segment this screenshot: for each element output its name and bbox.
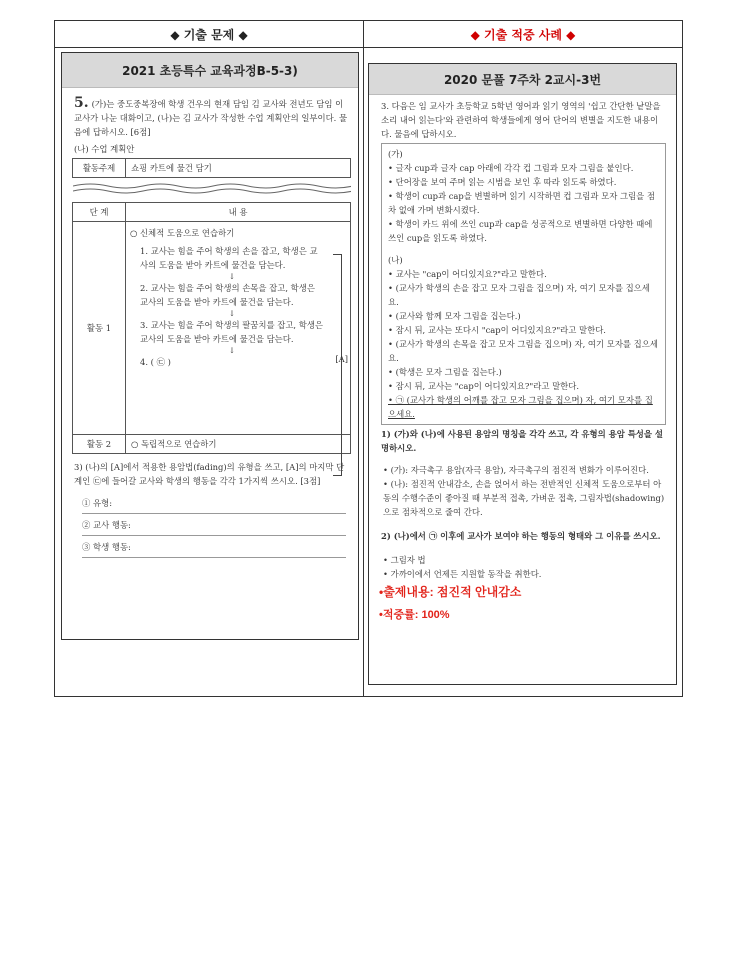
- down-arrow-icon: ↓: [228, 346, 236, 355]
- right-column-header: ◆ 기출 적중 사례 ◆: [364, 21, 682, 48]
- na-item-highlight: • ㉠ (교사가 학생의 어깨를 잡고 모자 그림을 집으며) 자, 여기 모자를 집으세요.: [388, 395, 653, 419]
- exam-question-card: [61, 52, 359, 640]
- step-header: 단 계: [73, 203, 126, 222]
- table-row: [73, 203, 351, 222]
- hit-content: •출제내용: 점진적 안내감소: [379, 585, 522, 599]
- answer-line-teacher: ② 교사 행동:: [82, 514, 346, 536]
- na-item: • (교사가 학생의 손을 잡고 모자 그림을 집으며) 자, 여기 모자를 집으세요.: [388, 283, 650, 307]
- wavy-break: [73, 178, 351, 203]
- answer-1-item: • (가): 자극촉구 용암(자극 용암), 자극촉구의 점진적 변화가 이루어진다.: [383, 465, 649, 475]
- table-row: [73, 178, 351, 203]
- table-row: [73, 435, 351, 454]
- answer-2-item: • 그림자 법: [383, 555, 426, 565]
- na-item: • 잠시 뒤, 교사는 또다시 "cap이 어디있지요?"라고 말한다.: [388, 325, 606, 335]
- lesson-plan-table: [72, 158, 351, 454]
- content-header: 내 용: [126, 203, 351, 222]
- ga-label: (가): [388, 149, 403, 159]
- na-item: • 교사는 "cap이 어디있지요?"라고 말한다.: [388, 269, 547, 279]
- question-intro-text: (가)는 중도중복장애 학생 건우의 현재 담임 김 교사와 전년도 담임 이 교사가 나눈 대화이고, (나)는 김 교사가 작성한 수업 계획안의 일부이다. 물음에 답하시오. [6점]: [74, 99, 348, 137]
- table-row: [73, 222, 351, 435]
- wavy-break-line: [73, 178, 351, 198]
- comparison-frame: [54, 20, 683, 697]
- question-number: 5.: [74, 95, 89, 111]
- fading-step-3: 3. 교사는 힘을 주어 학생의 팔꿈치를 잡고, 학생은 교사의 도움을 받아 카트에 물건을 담는다.: [140, 320, 324, 344]
- fading-step-1: 1. 교사는 힘을 주어 학생의 손을 잡고, 학생은 교사의 도움을 받아 카트에 물건을 담는다.: [140, 246, 318, 270]
- bracket-a-label: [A]: [335, 354, 348, 364]
- ga-item: • 글자 cup과 글자 cap 아래에 각각 컵 그림과 모자 그림을 붙인다.: [388, 163, 634, 173]
- topic-value: 쇼핑 카트에 물건 담기: [126, 159, 351, 178]
- hit-case-intro: 3. 다음은 임 교사가 초등학교 5학년 영어과 읽기 영역의 '쉽고 간단한 낱말을 소리 내어 읽는다'와 관련하여 학생들에게 영어 단어의 변별을 지도한 내용이다. 물음에 답하시오.: [381, 101, 661, 139]
- question-intro: [74, 96, 348, 139]
- answer-2-item: • 가까이에서 언제든 지원할 동작을 취한다.: [383, 569, 542, 579]
- answer-1-item: • (나): 점진적 안내감소, 손을 얹어서 하는 전반적인 신체적 도움으로부터 아동의 수행수준이 좋아질 때 부분적 접촉, 가벼운 접촉, 그림자법(shadowing)으로 점차적으로 줄여 간다.: [383, 479, 665, 517]
- na-item: • (교사와 함께 모자 그림을 집는다.): [388, 311, 521, 321]
- activity1-content: [126, 222, 351, 435]
- left-column-header: ◆ 기출 문제 ◆: [55, 21, 363, 48]
- down-arrow-icon: ↓: [228, 309, 236, 318]
- hit-case-card: [368, 63, 677, 685]
- activity1-heading: ○ 신체적 도움으로 연습하기: [130, 228, 235, 238]
- answer-2: [383, 553, 666, 581]
- hit-case-title: 2020 문풀 7주차 2교시-3번: [369, 64, 676, 95]
- na-item: • (교사가 학생의 손목을 잡고 모자 그림을 집으며) 자, 여기 모자를 집으세요.: [388, 339, 658, 363]
- answer-line-student: ③ 학생 행동:: [82, 536, 346, 558]
- question-2: 2) (나)에서 ㉠ 이후에 교사가 보여야 하는 행동의 형태와 그 이유를 쓰시오.: [381, 531, 661, 541]
- ga-item: • 학생이 cup과 cap을 변별하며 읽기 시작하면 컵 그림과 모자 그림을 점차 없애 가며 변화시켰다.: [388, 191, 655, 215]
- fading-steps: [140, 244, 324, 369]
- lesson-plan-label: (나) 수업 계획안: [74, 144, 135, 154]
- fading-step-4: 4. ( ㉢ ): [140, 357, 171, 367]
- table-row: [73, 159, 351, 178]
- scenario-box: [381, 143, 666, 425]
- fading-step-2: 2. 교사는 힘을 주어 학생의 손목을 잡고, 학생은 교사의 도움을 받아 카트에 물건을 담는다.: [140, 283, 315, 307]
- column-divider: [363, 21, 364, 696]
- na-item: • 잠시 뒤, 교사는 "cap이 어디있지요?"라고 말한다.: [388, 381, 580, 391]
- ga-item: • 단어장을 보여 주며 읽는 시범을 보인 후 따라 읽도록 하였다.: [388, 177, 617, 187]
- hit-rate: •적중률: 100%: [379, 609, 450, 621]
- topic-label: 활동주제: [73, 159, 126, 178]
- activity2-label: 활동 2: [73, 435, 126, 454]
- question-1: 1) (가)와 (나)에 사용된 용암의 명칭을 각각 쓰고, 각 유형의 용암 특성을 설명하시오.: [381, 429, 663, 453]
- exam-question-title: 2021 초등특수 교육과정B-5-3): [62, 53, 358, 88]
- sub-question: 3) (나)의 [A]에서 적용한 용암법(fading)의 유형을 쓰고, [A]의 마지막 단계인 ㉢에 들어갈 교사와 학생의 행동을 각각 1가지씩 쓰시오. [3점]: [74, 462, 345, 486]
- down-arrow-icon: ↓: [228, 272, 236, 281]
- na-label: (나): [388, 255, 403, 265]
- activity1-label: 활동 1: [73, 222, 126, 435]
- ga-item: • 학생이 카드 위에 쓰인 cup과 cap을 성공적으로 변별하면 다양한 때에 쓰인 cup을 읽도록 하였다.: [388, 219, 653, 243]
- answer-1: [383, 463, 666, 519]
- na-item: • (학생은 모자 그림을 집는다.): [388, 367, 502, 377]
- answer-line-type: ① 유형:: [82, 492, 346, 514]
- activity2-content: ○ 독립적으로 연습하기: [126, 435, 351, 454]
